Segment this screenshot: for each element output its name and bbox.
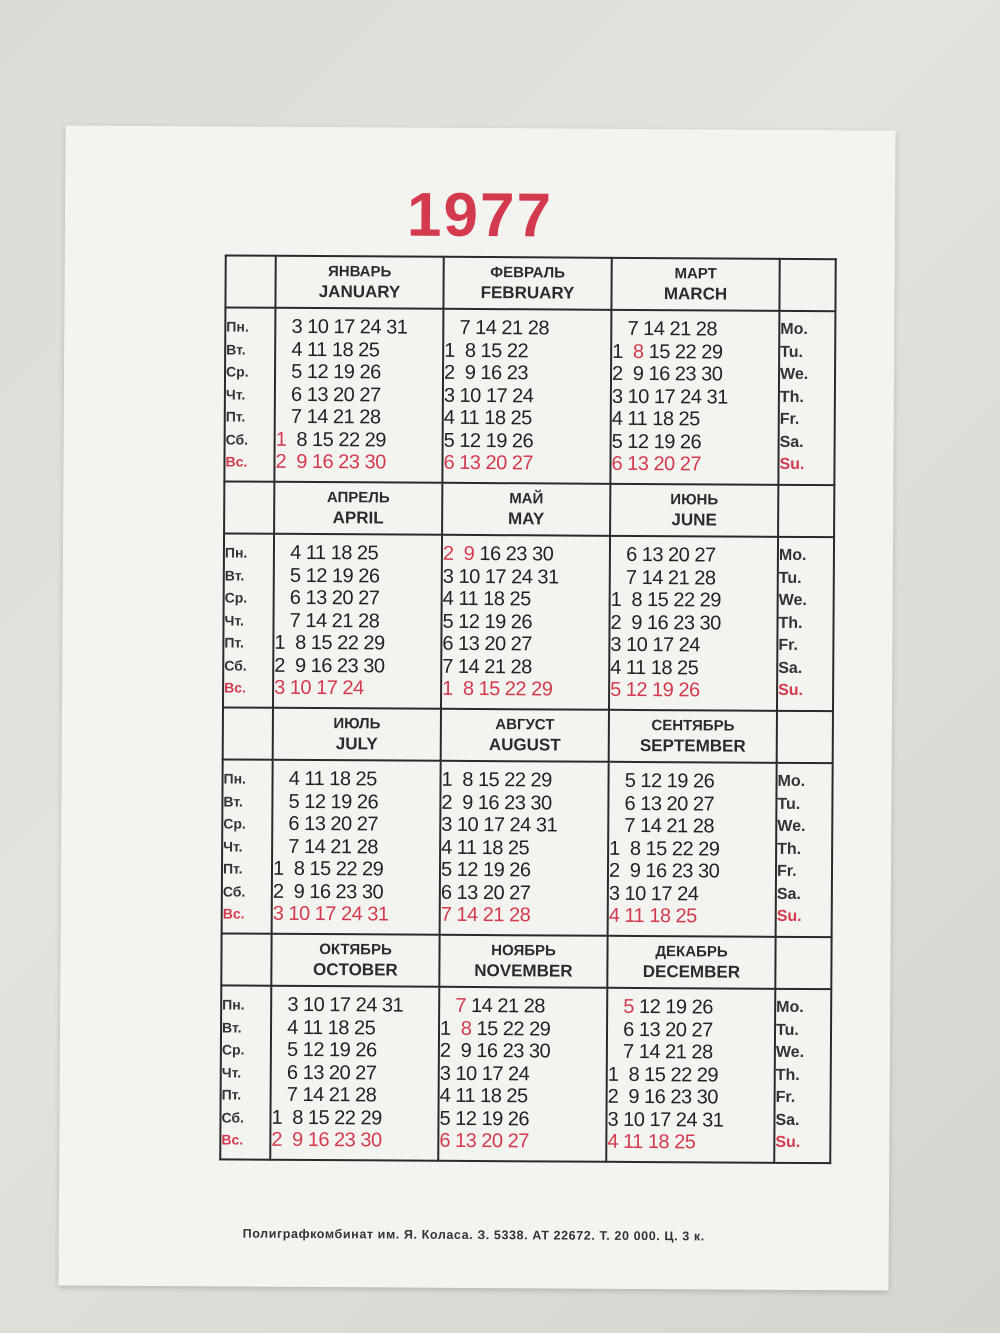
week-row: 1 8 15 22 29: [275, 428, 387, 452]
week-row: 3 10 17 24: [610, 634, 700, 657]
week-row: 5 12 19 26: [623, 996, 713, 1019]
month-name-ru: СЕНТЯБРЬ: [651, 717, 735, 735]
month-name-en: OCTOBER: [312, 960, 398, 980]
week-row: 6 13 20 27: [440, 881, 531, 905]
week-row: 7 14 21 28: [271, 1084, 377, 1107]
weekday-label-en: Fr.: [776, 863, 797, 881]
month-days-january: [274, 308, 443, 483]
weekday-label-en: Fr.: [778, 637, 799, 655]
week-row: 6 13 20 27: [443, 452, 534, 475]
month-days-august: [440, 761, 609, 936]
month-name: [272, 940, 438, 981]
weekday-label-en: Tu.: [777, 795, 801, 813]
month-name-en: MARCH: [663, 284, 728, 304]
month-name: [442, 715, 608, 756]
weekday-label-ru: Пн.: [223, 770, 247, 787]
week-row: 7 14 21 28: [627, 318, 718, 341]
year-title: 1977: [406, 180, 554, 251]
week-row: 7 14 21 28: [274, 609, 380, 633]
week-row: 4 11 18 25: [271, 1016, 376, 1040]
week-row: 1 8 15 22 29: [607, 1063, 719, 1087]
quarter-body-row: [223, 533, 834, 711]
week-row: 4 11 18 25: [608, 905, 697, 928]
weekday-label-ru: Пт.: [224, 634, 245, 651]
month-name: [611, 490, 777, 531]
weekday-label-ru: Чт.: [225, 386, 246, 403]
holiday-date: 5: [623, 996, 635, 1019]
week-row: 5 12 19 26: [274, 564, 380, 588]
week-row: 4 11 18 25: [274, 542, 379, 565]
weekday-labels-ru: [223, 533, 274, 707]
weekday-label-en: Tu.: [780, 343, 804, 361]
weekday-labels-ru: [222, 759, 273, 933]
week-row: 5 12 19 26: [273, 790, 379, 814]
holiday-date: 7: [455, 995, 467, 1018]
corner-cell: [775, 937, 831, 989]
weekday-label-en: Su.: [778, 682, 804, 700]
month-name-ru: МАЙ: [509, 490, 544, 508]
holiday-date: 8: [632, 340, 644, 363]
month-header-october: [271, 934, 439, 987]
week-row: 5 12 19 26: [439, 1107, 530, 1131]
week-row: 5 12 19 26: [271, 1039, 377, 1062]
weekday-label-en: Sa.: [775, 1111, 800, 1129]
weekday-label-ru: Сб.: [225, 431, 249, 448]
month-days-july: [272, 760, 441, 935]
week-row: 7 14 21 28: [442, 655, 532, 679]
week-row: 3 10 17 24: [274, 677, 364, 700]
month-days-september: [608, 762, 777, 937]
month-days-december: [606, 988, 775, 1163]
weekday-label-ru: Пт.: [225, 408, 246, 425]
month-name-en: DECEMBER: [642, 962, 741, 982]
week-row: 2 9 16 23 30: [608, 860, 720, 883]
week-row: 3 10 17 24 31: [272, 994, 404, 1017]
month-name-ru: ИЮНЬ: [670, 491, 719, 509]
corner-cell: [779, 259, 835, 311]
week-row: 3 10 17 24 31: [607, 1108, 724, 1132]
week-row: 4 11 18 25: [439, 1085, 528, 1108]
month-name: [444, 263, 610, 304]
week-row: 4 11 18 25: [611, 408, 700, 431]
month-header-february: [443, 257, 611, 310]
week-row: 1 8 15 22: [444, 339, 529, 363]
week-row: 1 8 15 22 29: [609, 837, 720, 861]
month-header-january: [275, 256, 443, 309]
weekday-label-ru: Сб.: [221, 1109, 245, 1126]
holiday-date: 9: [463, 543, 475, 566]
week-row: 1 8 15 22 29: [272, 858, 384, 881]
weekday-label-ru: Вс.: [222, 905, 245, 922]
weekday-label-en: Mo.: [778, 547, 807, 565]
month-header-june: [610, 484, 778, 537]
week-row: 2 9 16 23 30: [441, 791, 552, 815]
month-header-march: [611, 258, 779, 311]
corner-cell: [777, 711, 833, 763]
month-name-ru: АВГУСТ: [495, 716, 555, 734]
weekday-label-en: Tu.: [778, 569, 802, 587]
weekday-label-ru: Чт.: [223, 838, 243, 855]
weekday-label-ru: Ср.: [224, 589, 248, 606]
month-name: [276, 262, 442, 303]
week-row: 5 12 19 26: [440, 859, 531, 882]
quarter-header-row: [225, 255, 835, 311]
month-days-march: [610, 310, 779, 485]
week-row: 3 10 17 24: [443, 384, 534, 408]
weekday-label-ru: Вс.: [224, 679, 246, 696]
weekday-label-en: Mo.: [780, 321, 808, 339]
weekday-label-ru: Пт.: [222, 860, 243, 877]
month-header-august: [441, 709, 609, 762]
weekday-label-en: Fr.: [775, 1089, 796, 1107]
month-days-june: [609, 536, 778, 711]
month-name: [612, 264, 778, 305]
week-row: 7 14 21 28: [610, 566, 716, 590]
weekday-labels-en: [778, 311, 835, 485]
weekday-labels-en: [774, 989, 831, 1163]
weekday-label-en: Sa.: [776, 885, 801, 903]
week-row: 4 11 18 25: [291, 338, 380, 362]
holiday-date: 2: [442, 543, 454, 566]
month-name-en: FEBRUARY: [480, 283, 575, 303]
month-header-july: [273, 708, 441, 761]
week-row: 6 13 20 27: [291, 383, 381, 407]
week-row: 2 9 16 23 30: [610, 611, 721, 635]
week-row: 2 9 16 23 30: [439, 1040, 551, 1063]
weekday-labels-ru: [224, 307, 275, 481]
month-name-en: JANUARY: [318, 282, 401, 302]
quarter-body-row: [222, 759, 833, 937]
weekday-label-en: Su.: [779, 456, 805, 474]
weekday-label-en: We.: [779, 366, 809, 384]
week-row: 7 14 21 28: [440, 904, 531, 927]
week-row: 3 10 17 24 31: [272, 903, 389, 926]
weekday-label-en: Su.: [775, 1134, 801, 1152]
weekday-labels-ru: [220, 985, 271, 1159]
pocket-calendar-card: [58, 125, 895, 1290]
week-row: 6 13 20 27: [273, 813, 379, 836]
week-row: 1 8 15 22 29: [439, 1017, 551, 1041]
month-days-october: [270, 986, 439, 1161]
week-row: 7 14 21 28: [444, 317, 550, 340]
quarter-body-row: [220, 985, 831, 1163]
month-name: [608, 942, 774, 983]
week-row: 6 13 20 27: [274, 587, 380, 610]
month-name-en: JULY: [335, 734, 378, 754]
weekday-label-en: We.: [778, 592, 807, 610]
weekday-label-ru: Пн.: [224, 544, 248, 561]
month-name-en: JUNE: [671, 510, 717, 530]
month-days-april: [273, 534, 442, 709]
week-row: 6 13 20 27: [623, 1018, 713, 1042]
month-header-november: [439, 935, 607, 988]
week-row: 4 11 18 25: [441, 836, 530, 860]
week-row: 7 14 21 28: [623, 1041, 713, 1064]
weekday-label-en: Th.: [775, 1066, 800, 1084]
weekday-labels-en: [777, 537, 834, 711]
weekday-label-ru: Вт.: [223, 793, 243, 810]
month-header-december: [607, 936, 775, 989]
week-row: 4 11 18 25: [273, 768, 377, 791]
week-row: 1 8 15 22 29: [274, 632, 385, 655]
month-name-ru: ИЮЛЬ: [333, 715, 381, 733]
weekday-labels-en: [776, 763, 833, 937]
week-row: 2 9 16 23 30: [274, 654, 385, 678]
weekday-label-en: Tu.: [775, 1021, 799, 1039]
week-row: 2 9 16 23 30: [611, 363, 723, 386]
month-name: [443, 489, 609, 530]
week-row: 6 13 20 27: [442, 633, 533, 656]
printer-imprint: Полиграфкомбинат им. Я. Коласа. З. 5338. АТ 22672. Т. 20 000. Ц. 3 к.: [242, 1226, 705, 1244]
weekday-label-en: Th.: [777, 840, 802, 858]
weekday-label-ru: Пт.: [221, 1086, 242, 1103]
week-row: 3 10 17 24: [608, 882, 699, 906]
month-days-may: [441, 535, 610, 710]
week-row: 6 13 20 27: [439, 1130, 529, 1153]
weekday-label-en: Mo.: [776, 999, 804, 1017]
week-row: 3 10 17 24 31: [441, 814, 558, 837]
weekday-label-en: Mo.: [777, 773, 806, 791]
month-name-ru: ФЕВРАЛЬ: [490, 264, 566, 282]
week-row: 7 14 21 28: [455, 995, 545, 1018]
month-header-may: [442, 483, 610, 536]
week-row: 5 12 19 26: [442, 610, 533, 634]
week-row: 5 12 19 26: [610, 679, 700, 702]
week-row: 1 8 15 22 29: [610, 589, 722, 612]
corner-cell: [223, 707, 273, 759]
week-row: 2 9 16 23 30: [275, 451, 386, 474]
week-row: 5 12 19 26: [609, 770, 715, 793]
weekday-label-en: We.: [775, 1044, 805, 1062]
week-row: 5 12 19 26: [291, 361, 381, 384]
week-row: 7 14 21 28: [609, 815, 715, 838]
month-name-en: APRIL: [332, 508, 384, 528]
week-row: 7 14 21 28: [273, 835, 378, 859]
week-row: 6 13 20 27: [609, 792, 715, 816]
week-row: 6 13 20 27: [271, 1061, 377, 1085]
weekday-label-en: Sa.: [778, 659, 803, 677]
weekday-label-en: Fr.: [779, 411, 800, 429]
month-name: [610, 716, 776, 757]
weekday-label-en: Su.: [776, 908, 802, 926]
month-name-en: SEPTEMBER: [639, 735, 746, 756]
week-row: 6 13 20 27: [611, 453, 702, 476]
week-row: 7 14 21 28: [290, 406, 381, 429]
month-name-ru: МАРТ: [674, 265, 717, 283]
weekday-label-en: Th.: [779, 388, 804, 406]
weekday-label-en: Th.: [778, 614, 803, 632]
calendar-grid: [219, 254, 837, 1164]
weekday-label-en: Sa.: [779, 433, 804, 451]
weekday-label-ru: Вт.: [226, 341, 246, 358]
month-name: [440, 941, 606, 982]
week-row: 4 11 18 25: [610, 656, 699, 680]
corner-cell: [778, 485, 834, 537]
week-row: 3 10 17 24: [439, 1062, 530, 1086]
weekday-label-ru: Сб.: [224, 657, 247, 674]
corner-cell: [221, 933, 271, 985]
week-row: 1 8 15 22 29: [441, 769, 552, 792]
week-row: 2 9 16 23 30: [272, 880, 384, 904]
month-name-ru: ОКТЯБРЬ: [319, 941, 392, 959]
week-row: 4 11 18 25: [443, 407, 532, 430]
weekday-label-ru: Ср.: [223, 815, 246, 832]
week-row: 3 10 17 24 31: [442, 565, 559, 589]
weekday-label-ru: Вт.: [224, 567, 245, 584]
month-name-ru: НОЯБРЬ: [491, 942, 556, 960]
week-row: 3 10 17 24 31: [611, 385, 728, 409]
month-header-september: [609, 710, 777, 763]
month-name-en: AUGUST: [488, 735, 561, 755]
month-days-february: [442, 309, 611, 484]
week-row: 5 12 19 26: [443, 429, 534, 453]
week-row: 2 9 16 23: [443, 362, 529, 385]
month-name: [274, 714, 440, 755]
quarter-header-row: [221, 933, 831, 989]
week-row: 4 11 18 25: [442, 588, 531, 611]
week-row: 2 9 16 23 30: [607, 1086, 719, 1109]
corner-cell: [225, 255, 275, 307]
holiday-date: 8: [460, 1017, 472, 1040]
weekday-label-ru: Пн.: [222, 996, 245, 1013]
holiday-date: 1: [275, 428, 287, 451]
quarter-body-row: [224, 307, 835, 485]
weekday-label-ru: Вт.: [221, 1019, 242, 1036]
month-name-en: NOVEMBER: [474, 960, 573, 981]
weekday-label-ru: Чт.: [221, 1064, 242, 1081]
weekday-label-ru: Ср.: [221, 1041, 245, 1058]
month-name-ru: ДЕКАБРЬ: [655, 943, 728, 961]
week-row: 5 12 19 26: [611, 430, 702, 454]
week-row: 3 10 17 24 31: [291, 316, 408, 339]
weekday-label-ru: Чт.: [224, 612, 244, 629]
weekday-label-ru: Ср.: [226, 363, 249, 380]
week-row: 6 13 20 27: [610, 544, 716, 567]
week-row: 2 9 16 23 30: [442, 543, 554, 566]
month-days-november: [438, 987, 607, 1162]
month-name-ru: ЯНВАРЬ: [327, 263, 392, 281]
month-name-en: MAY: [507, 509, 545, 529]
week-row: 1 8 15 22 29: [612, 340, 723, 364]
week-row: 1 8 15 22 29: [271, 1106, 382, 1130]
week-row: 4 11 18 25: [607, 1131, 696, 1154]
week-row: 2 9 16 23 30: [271, 1129, 382, 1152]
weekday-label-ru: Вс.: [225, 453, 248, 470]
weekday-label-ru: Сб.: [222, 883, 246, 900]
weekday-label-en: We.: [777, 818, 806, 836]
month-name-ru: АПРЕЛЬ: [326, 489, 390, 507]
weekday-label-ru: Вс.: [221, 1131, 244, 1148]
quarter-header-row: [224, 481, 834, 537]
week-row: 1 8 15 22 29: [442, 678, 553, 701]
weekday-label-ru: Пн.: [226, 318, 249, 335]
month-header-april: [274, 482, 442, 535]
corner-cell: [224, 481, 274, 533]
month-name: [275, 488, 441, 529]
quarter-header-row: [223, 707, 833, 763]
